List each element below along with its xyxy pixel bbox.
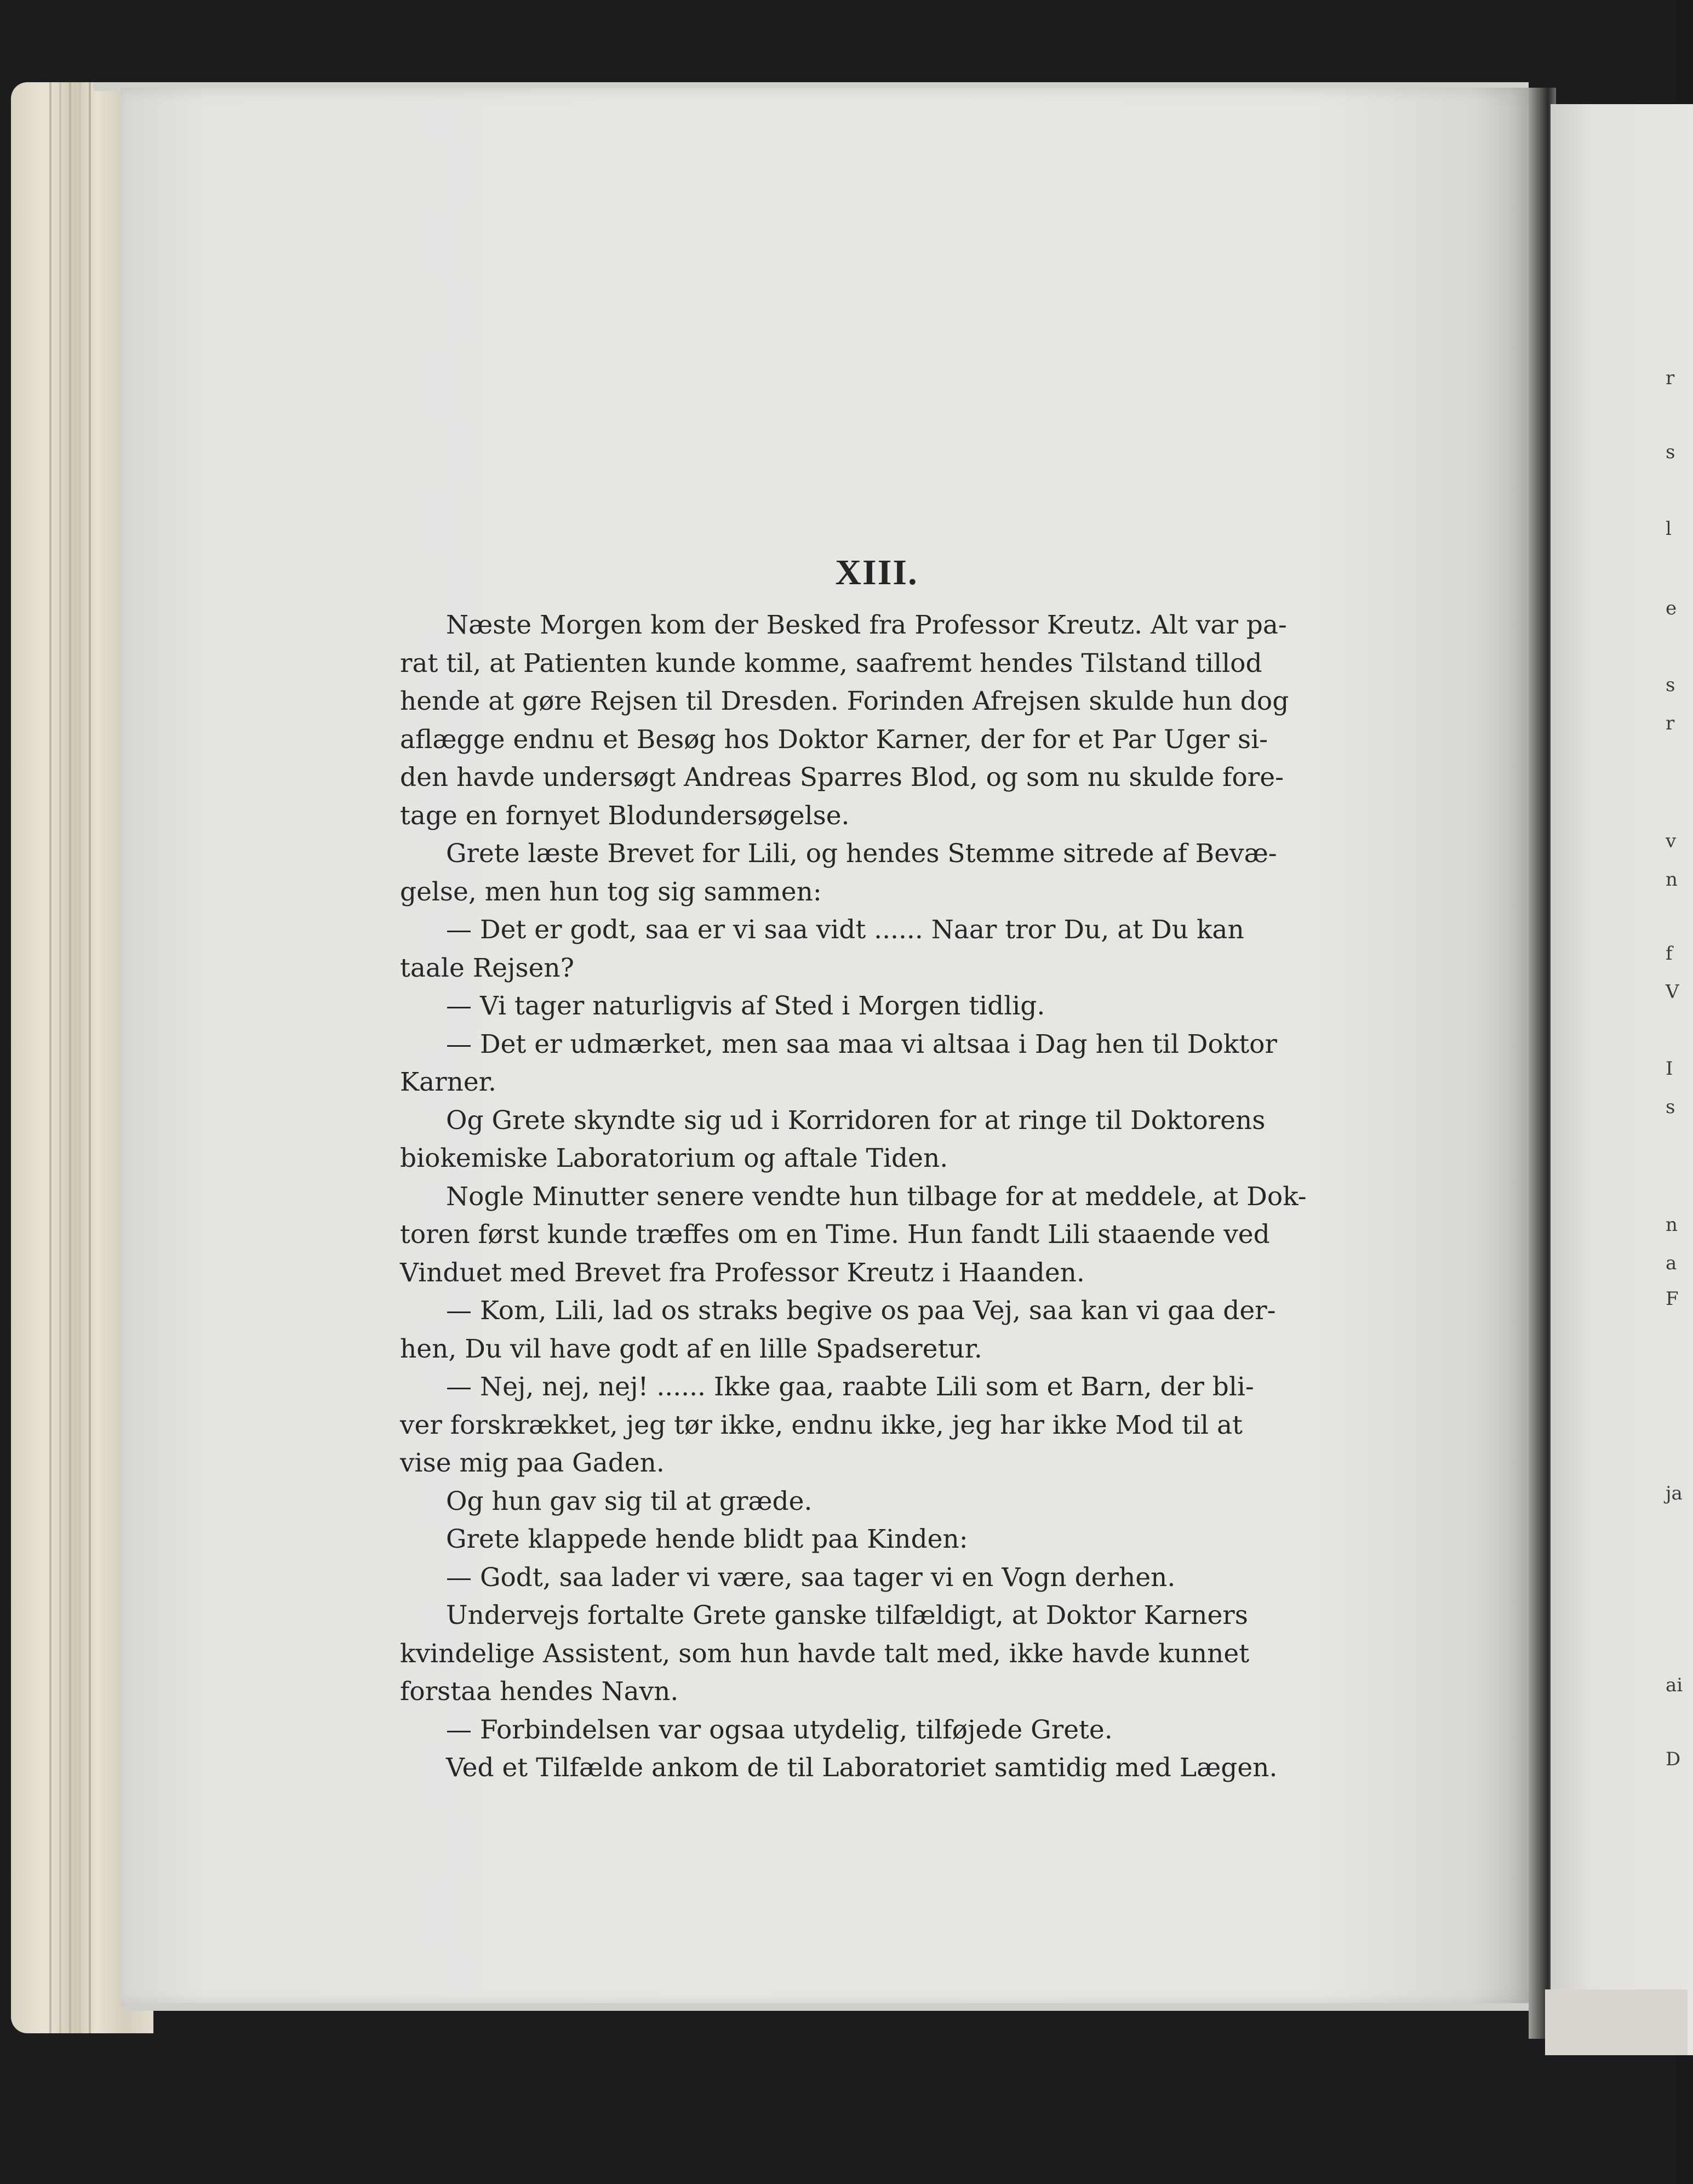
- text-line: Karner.: [400, 1067, 496, 1097]
- facing-fragment: D: [1666, 1748, 1681, 1770]
- paragraph: [400, 1596, 1353, 1711]
- text-line: rat til, at Patienten kunde komme, saafremt hendes Tilstand tillod: [400, 648, 1262, 678]
- paragraph: [400, 911, 1353, 987]
- text-line: — Det er udmærket, men saa maa vi altsaa i Dag hen til Doktor: [446, 1029, 1277, 1059]
- paragraph: [400, 1102, 1353, 1178]
- text-line: biokemiske Laboratorium og aftale Tiden.: [400, 1143, 948, 1173]
- text-line: — Nej, nej, nej! ...... Ikke gaa, raabte Lili som et Barn, der bli-: [446, 1372, 1254, 1402]
- paragraph: [400, 1178, 1353, 1292]
- paragraph: [400, 1559, 1353, 1597]
- facing-fragment: n: [1666, 869, 1678, 891]
- paragraph: [400, 1749, 1353, 1787]
- text-line: Nogle Minutter senere vendte hun tilbage for at meddele, at Dok-: [446, 1181, 1307, 1212]
- facing-fragment: r: [1666, 712, 1675, 734]
- paragraph: [400, 1292, 1353, 1368]
- text-line: — Det er godt, saa er vi saa vidt ...... Naar tror Du, at Du kan: [446, 915, 1244, 945]
- facing-fragment: n: [1666, 1214, 1678, 1236]
- text-line: tage en fornyet Blodundersøgelse.: [400, 800, 850, 831]
- paragraph: [400, 1368, 1353, 1482]
- text-line: vise mig paa Gaden.: [400, 1448, 665, 1478]
- text-line: Grete læste Brevet for Lili, og hendes Stemme sitrede af Bevæ-: [446, 839, 1277, 869]
- paragraph: [400, 1482, 1353, 1521]
- text-line: aflægge endnu et Besøg hos Doktor Karner, der for et Par Uger si-: [400, 724, 1268, 755]
- paragraph-list: [400, 606, 1353, 1787]
- facing-fragment: r: [1666, 367, 1675, 389]
- text-line: Næste Morgen kom der Besked fra Professor Kreutz. Alt var pa-: [446, 610, 1287, 640]
- paragraph: [400, 835, 1353, 911]
- text-line: ver forskrækket, jeg tør ikke, endnu ikke, jeg har ikke Mod til at: [400, 1410, 1243, 1440]
- text-line: Ved et Tilfælde ankom de til Laboratoriet samtidig med Lægen.: [446, 1753, 1278, 1783]
- facing-fragment: l: [1666, 518, 1672, 540]
- facing-page-text-fragments: [1666, 0, 1683, 2184]
- facing-fragment: a: [1666, 1252, 1677, 1274]
- text-line: taale Rejsen?: [400, 953, 574, 983]
- text-line: hende at gøre Rejsen til Dresden. Forinden Afrejsen skulde hun dog: [400, 686, 1289, 716]
- text-line: — Forbindelsen var ogsaa utydelig, tilføjede Grete.: [446, 1714, 1113, 1745]
- text-line: Og hun gav sig til at græde.: [446, 1486, 813, 1516]
- paragraph: [400, 1711, 1353, 1749]
- facing-fragment: V: [1666, 981, 1679, 1003]
- facing-fragment: v: [1666, 830, 1677, 852]
- facing-fragment: s: [1666, 1096, 1675, 1118]
- facing-fragment: ja: [1666, 1482, 1683, 1504]
- text-line: Undervejs fortalte Grete ganske tilfældigt, at Doktor Karners: [446, 1600, 1248, 1630]
- text-line: gelse, men hun tog sig sammen:: [400, 876, 822, 907]
- chapter-title: XIII.: [835, 552, 918, 592]
- facing-fragment: F: [1666, 1288, 1679, 1310]
- text-line: — Vi tager naturligvis af Sted i Morgen tidlig.: [446, 991, 1045, 1021]
- page-bottom-edge: [126, 2003, 1529, 2011]
- facing-fragment: s: [1666, 674, 1675, 696]
- page-text-block: [400, 548, 1353, 1787]
- facing-fragment: I: [1666, 1058, 1673, 1080]
- text-line: Vinduet med Brevet fra Professor Kreutz i Haanden.: [400, 1257, 1085, 1288]
- text-line: Grete klappede hende blidt paa Kinden:: [446, 1524, 968, 1554]
- text-line: den havde undersøgt Andreas Sparres Blod, og som nu skulde fore-: [400, 762, 1284, 792]
- text-line: Og Grete skyndte sig ud i Korridoren for at ringe til Doktorens: [446, 1105, 1266, 1136]
- text-line: kvindelige Assistent, som hun havde talt med, ikke havde kunnet: [400, 1638, 1250, 1669]
- paragraph: [400, 606, 1353, 835]
- text-line: hen, Du vil have godt af en lille Spadseretur.: [400, 1333, 982, 1364]
- text-line: toren først kunde træffes om en Time. Hun fandt Lili staaende ved: [400, 1219, 1270, 1250]
- text-line: — Kom, Lili, lad os straks begive os paa Vej, saa kan vi gaa der-: [446, 1296, 1276, 1326]
- text-line: forstaa hendes Navn.: [400, 1677, 679, 1707]
- facing-fragment: ai: [1666, 1674, 1683, 1696]
- paragraph: [400, 1520, 1353, 1559]
- facing-fragment: f: [1666, 943, 1673, 965]
- facing-fragment: e: [1666, 597, 1677, 619]
- facing-fragment: s: [1666, 441, 1675, 463]
- paragraph: [400, 1025, 1353, 1102]
- text-line: — Godt, saa lader vi være, saa tager vi en Vogn derhen.: [446, 1562, 1176, 1593]
- paragraph: [400, 987, 1353, 1025]
